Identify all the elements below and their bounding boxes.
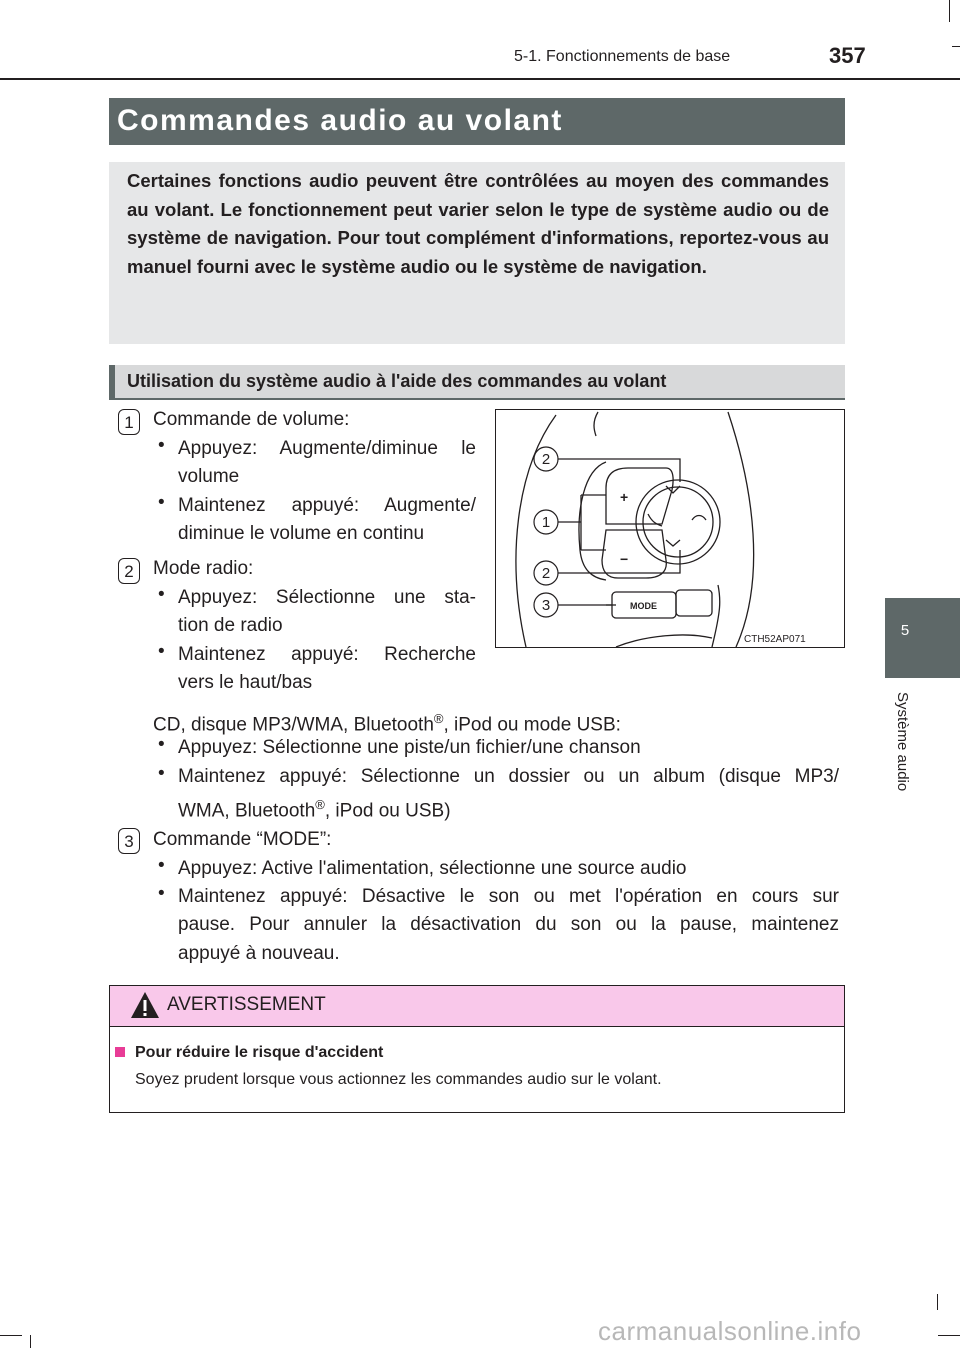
chapter-number: 5 — [900, 622, 910, 639]
item-2-bullet-2: Maintenez appuyé: Recherche — [178, 644, 476, 665]
steering-switch-illustration — [496, 410, 844, 647]
item-2-bullet-1: Appuyez: Sélectionne une sta- — [178, 587, 476, 608]
warning-body: Soyez prudent lorsque vous actionnez les commandes audio sur le volant. — [135, 1071, 662, 1088]
item-1-title: Commande de volume: — [153, 409, 350, 430]
callout-number: 2 — [541, 565, 551, 582]
mode-label: MODE — [630, 601, 657, 611]
item-1-bullet-2: Maintenez appuyé: Augmente/ — [178, 495, 476, 516]
item-2-title: Mode radio: — [153, 558, 254, 579]
warning-subtitle-marker — [115, 1047, 125, 1057]
bullet: • — [158, 883, 165, 904]
page-number: 357 — [829, 43, 866, 68]
item-1-bullet-1-cont: volume — [178, 466, 240, 487]
section-heading: Utilisation du système audio à l'aide des commandes au volant — [127, 371, 667, 391]
crop-mark — [949, 0, 950, 22]
warning-icon — [129, 990, 161, 1020]
header-rule — [0, 78, 960, 80]
warning-title: AVERTISSEMENT — [167, 994, 326, 1015]
crop-mark — [938, 1335, 960, 1336]
item-badge-2: 2 — [118, 558, 140, 584]
bullet: • — [158, 763, 165, 784]
section-header: 5-1. Fonctionnements de base — [514, 48, 731, 65]
item-2-bullet-4-cont: WMA, Bluetooth®, iPod ou USB) — [178, 797, 451, 822]
item-3-title: Commande “MODE”: — [153, 829, 332, 850]
item-3-bullet-2-cont: pause. Pour annuler la désactivation du son ou la pause, maintenez — [178, 914, 839, 935]
section-heading-accent — [109, 365, 115, 400]
bullet: • — [158, 435, 165, 456]
steering-switch-figure — [495, 409, 845, 648]
warning-subtitle: Pour réduire le risque d'accident — [135, 1044, 384, 1061]
item-1-bullet-1: Appuyez: Augmente/diminue le — [178, 438, 476, 459]
item-1-bullet-2-cont: diminue le volume en continu — [178, 523, 425, 544]
item-3-bullet-2: Maintenez appuyé: Désactive le son ou met l'opération en cours sur — [178, 886, 839, 907]
callout-number: 3 — [541, 597, 551, 614]
volume-up-label: + — [620, 489, 629, 505]
intro-text: Certaines fonctions audio peuvent être contrôlées au moyen des commandes au volant. Le fonctionnement peut varier selon le type de système audio ou de système de navigation. Pour tout complément d'informations, reportez-vous au manuel fourni avec le système audio ou le système de navigation. — [127, 170, 829, 277]
crop-mark — [0, 1335, 22, 1336]
bullet: • — [158, 855, 165, 876]
crop-mark — [952, 46, 960, 47]
item-2-bullet-3: Appuyez: Sélectionne une piste/un fichier/une chanson — [178, 737, 641, 758]
item-2-media-heading: CD, disque MP3/WMA, Bluetooth®, iPod ou mode USB: — [153, 711, 621, 736]
page-title: Commandes audio au volant — [117, 104, 563, 137]
item-badge-1: 1 — [118, 409, 140, 435]
crop-mark — [30, 1335, 31, 1348]
crop-mark — [937, 1294, 938, 1310]
item-2-bullet-2-cont: vers le haut/bas — [178, 672, 313, 693]
item-badge-3: 3 — [118, 828, 140, 854]
bullet: • — [158, 492, 165, 513]
volume-down-label: − — [620, 551, 629, 567]
bullet: • — [158, 641, 165, 662]
item-3-bullet-2-cont2: appuyé à nouveau. — [178, 943, 340, 964]
watermark: carmanualsonline.info — [598, 1316, 862, 1346]
bullet: • — [158, 584, 165, 605]
chapter-label: Système audio — [894, 692, 911, 792]
bullet: • — [158, 734, 165, 755]
callout-number: 1 — [541, 514, 551, 531]
figure-caption: CTH52AP071 — [744, 634, 806, 645]
item-3-bullet-1: Appuyez: Active l'alimentation, sélectionne une source audio — [178, 858, 687, 879]
item-2-bullet-4: Maintenez appuyé: Sélectionne un dossier ou un album (disque MP3/ — [178, 766, 839, 787]
item-2-bullet-1-cont: tion de radio — [178, 615, 283, 636]
callout-number: 2 — [541, 451, 551, 468]
